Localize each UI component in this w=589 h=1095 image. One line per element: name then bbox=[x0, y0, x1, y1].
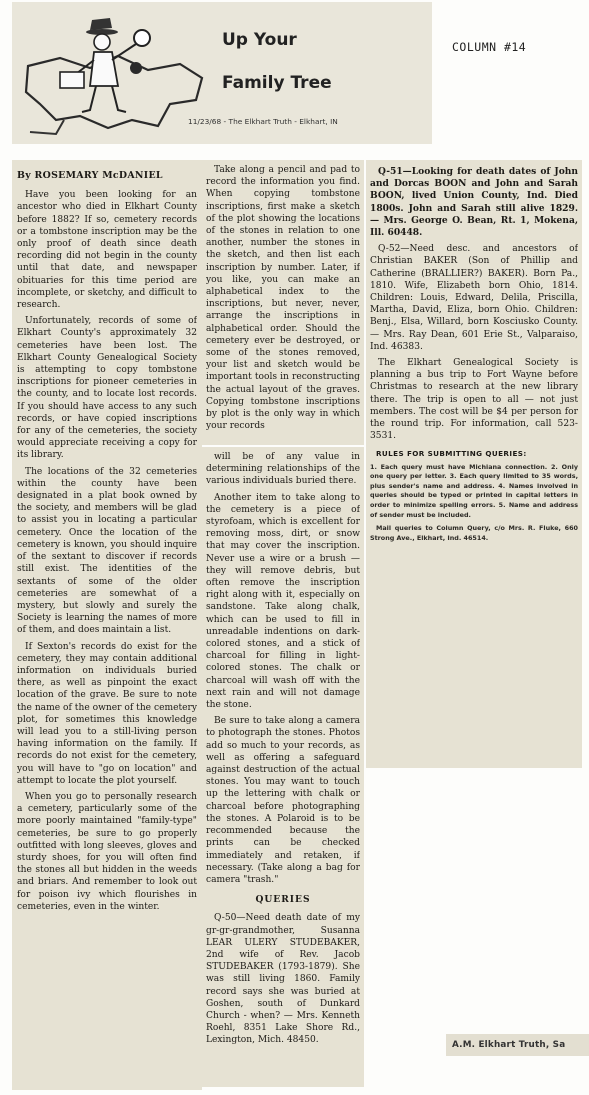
paragraph: Take along a pencil and pad to record the information you find. When copying tombstone inscriptions, first make a sketch of the plot showing the locations of the stones in relation to one another, number the stones in the sketch, and then list each inscription by number. Later, if you like, you can make an alphabetical index to the inscriptions, but never, never, arrange the inscriptions in alphabetical order. Should the cemetery ever be destroyed, or some of the stones removed, your list and sketch would be important tools in reconstructing the actual layout of the graves. Copying tombstone inscriptions by plot is the only way in which your records bbox=[206, 165, 360, 432]
column-title-top: Up Your bbox=[222, 30, 297, 50]
column-2-bottom bbox=[206, 451, 360, 1083]
column-number-label: COLUMN #14 bbox=[452, 40, 527, 54]
paragraph: will be of any value in determining relationships of the various individuals buried there. bbox=[206, 452, 360, 487]
paragraph: Be sure to take along a camera to photograph the stones. Photos add so much to your records, as well as offering a safeguard against destruction of the actual stones. You may want to touch up the lettering with chalk or charcoal before photographing the stones. A Polaroid is to be recommended because the prints can be checked immediately and retaken, if necessary. (Take along a bag for camera "trash." bbox=[206, 716, 360, 885]
paragraph: Another item to take along to the cemetery is a piece of styrofoam, which is excellent for removing moss, dirt, or snow that may cover the inscription. Never use a wire or a brush —they will remove debris, but often remove the inscription right along with it, especially on sandstone. Take along chalk, which can be used to fill in unreadable indentions on dark-colored stones, and a stick of charcoal for filling in light-colored stones. The chalk or charcoal will wash off with the next rain and will not damage the stone. bbox=[206, 492, 360, 711]
column-1 bbox=[17, 170, 197, 1088]
rules-title: RULES FOR SUBMITTING QUERIES: bbox=[376, 449, 527, 459]
paragraph: Unfortunately, records of some of Elkhart County's approximately 32 cemeteries have been lost. The Elkhart County Genealogical Society is attempting to copy tombstone inscriptions for pioneer cemeteries in the county, and to locate lost records. If you should have access to any such records, or have copied inscriptions for any of the cemeteries, the society would appreciate receiving a copy for its library. bbox=[17, 316, 197, 461]
rules-mail-address: Mail queries to Column Query, c/o Mrs. R. Fluke, 660 Strong Ave., Elkhart, Ind. 46514. bbox=[370, 524, 578, 542]
paragraph: When you go to personally research a cemetery, particularly some of the more poorly maintained "family-type" cemeteries, be sure to go properly outfitted with long sleeves, gloves and sturdy shoes, for you will often find the stones all but hidden in the weeds and briars. And remember to look out for poison ivy which flourishes in cemeteries, even in the winter. bbox=[17, 791, 197, 912]
paragraph: If Sexton's records do exist for the cemetery, they may contain additional information on individuals buried there, as well as pinpoint the exact location of the grave. Be sure to note the name of the owner of the cemetery plot, for sometimes this knowledge will lead you to a still-living person having information on the family. If records do not exist for the cemetery, you will have to "go on location" and attempt to locate the plot yourself. bbox=[17, 641, 197, 786]
queries-heading: QUERIES bbox=[255, 894, 311, 906]
paragraph: The locations of the 32 cemeteries within the county have been designated in a plat book owned by the society, and members will be glad to assist you in locating a particular cemetery. Once the location of the cemetery is known, you should inquire of the sextant to discover if records still exist. The identities of the sextants of some of the older cemeteries are somewhat of a mystery, but slowly and surely the Society is learning the names of more of them, and does maintain a list. bbox=[17, 466, 197, 636]
query-q51: Q-51—Looking for death dates of John and Dorcas BOON and John and Sarah BOON, lived Union County, Ind. Died 1800s. John and Sarah still alive 1829. — Mrs. George O. Bean, Rt. 1, Mokena, Ill. 60448. bbox=[370, 166, 578, 239]
column-3 bbox=[370, 166, 578, 766]
query-q52: Q-52—Need desc. and ancestors of Christian BAKER (Son of Phillip and Catherine (BRALLIER?) BAKER). Born Pa., 1810. Wife, Elizabeth born Ohio, 1814. Children: Louis, Edward, Delila, Priscilla, Martha, David, Eliza, born Ohio. Children: Benj., Elsa, Willard, born Kosciusko County. — Mrs. Ray Dean, 601 Erie St., Valparaiso, Ind. 46383. bbox=[370, 244, 578, 352]
query-q50: Q-50—Need death date of my gr-gr-grandmother, Susanna LEAR ULERY STUDEBAKER, 2nd wife of Rev. Jacob STUDEBAKER (1793-1879). She was still living 1860. Family record says she was buried at Goshen, south of Dunkard Church - when? — Mrs. Kenneth Roehl, 8351 Lake Shore Rd., Lexington, Mich. 48450. bbox=[206, 913, 360, 1046]
column-title-bottom: Family Tree bbox=[222, 73, 332, 93]
column-2-top bbox=[206, 164, 360, 443]
rules-text: 1. Each query must have Michiana connection. 2. Only one query per letter. 3. Each query limited to 35 words, plus sender's name and address. 4. Names involved in queries should be typed or printed in capital letters in order to minimize spelling errors. 5. Name and address of sender must be included. bbox=[370, 462, 578, 519]
source-stamp: A.M. Elkhart Truth, Sa bbox=[452, 1040, 566, 1050]
dateline: 11/23/68 - The Elkhart Truth - Elkhart, IN bbox=[188, 117, 338, 126]
paragraph: Have you been looking for an ancestor who died in Elkhart County before 1882? If so, cemetery records or a tombstone inscription may be the only proof of death since death recording did not begin in the county until that date, and newspaper obituaries for this time period are incomplete, or sketchy, and difficult to research. bbox=[17, 190, 197, 311]
bus-trip-notice: The Elkhart Genealogical Society is planning a bus trip to Fort Wayne before Christmas to research at the new library there. The trip is open to all — not just members. The cost will be $4 per person for the round trip. For information, call 523-3531. bbox=[370, 358, 578, 442]
genealogist-on-map-icon bbox=[20, 8, 210, 140]
byline: By ROSEMARY McDANIEL bbox=[17, 170, 163, 181]
